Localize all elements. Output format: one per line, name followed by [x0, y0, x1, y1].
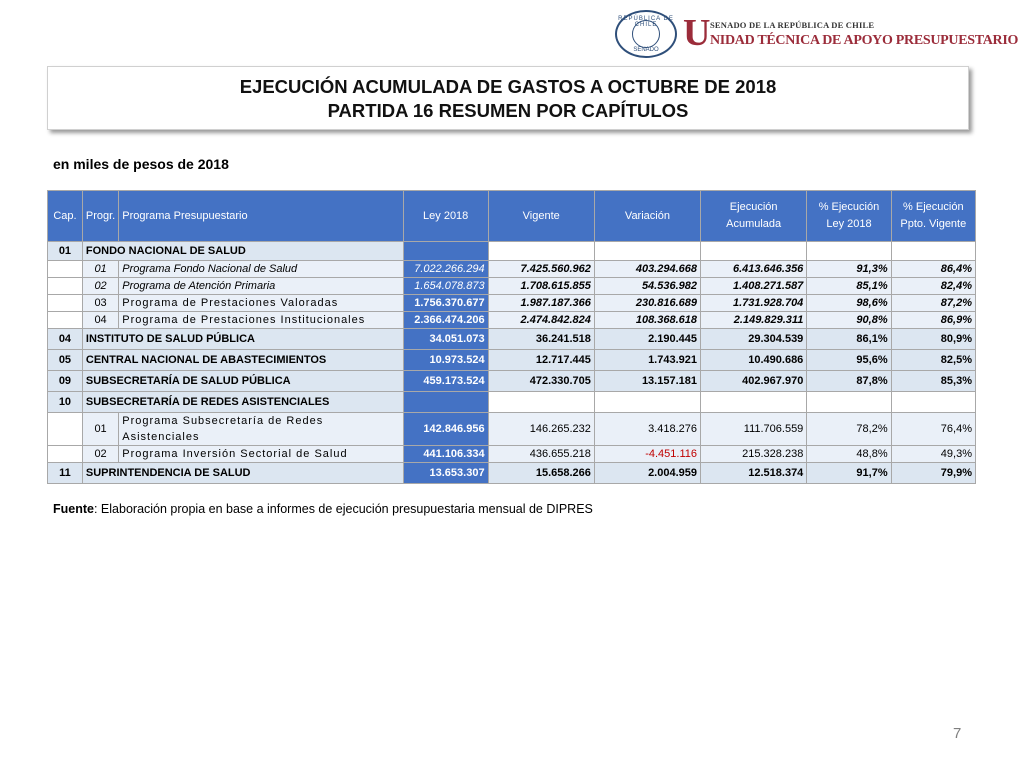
cell-cap: 11	[48, 463, 83, 484]
cell-ejecucion: 12.518.374	[701, 463, 807, 484]
cell-progr: 02	[82, 446, 118, 463]
cell-pct-vig: 76,4%	[891, 413, 975, 446]
cell-vigente: 436.655.218	[488, 446, 594, 463]
header-cap: Cap.	[48, 191, 83, 242]
cell-pct-vig: 49,3%	[891, 446, 975, 463]
cell-variacion: 2.004.959	[594, 463, 700, 484]
cell-cap	[48, 413, 83, 446]
cell-ejecucion	[701, 242, 807, 261]
logo-senado-text: SENADO DE LA REPÚBLICA DE CHILE	[710, 20, 875, 30]
cell-progr: 01	[82, 261, 118, 278]
cell-pct-ley: 86,1%	[807, 329, 891, 350]
seal-bottom-text: SENADO	[633, 47, 659, 53]
cell-cap: 05	[48, 350, 83, 371]
cell-vigente: 36.241.518	[488, 329, 594, 350]
header-pct-vig-line1: % Ejecución	[903, 201, 964, 213]
cell-ejecucion: 215.328.238	[701, 446, 807, 463]
page-number: 7	[953, 725, 962, 742]
cell-cap	[48, 446, 83, 463]
cell-pct-ley: 90,8%	[807, 312, 891, 329]
header-progr: Progr.	[82, 191, 118, 242]
cell-pct-ley: 87,8%	[807, 371, 891, 392]
cell-ley: 441.106.334	[403, 446, 488, 463]
units-subtitle: en miles de pesos de 2018	[53, 156, 229, 172]
table-row	[48, 350, 976, 371]
logo-letter: U	[683, 12, 711, 54]
table-row	[48, 261, 976, 278]
cell-ley	[403, 392, 488, 413]
header-programa: Programa Presupuestario	[119, 191, 404, 242]
cell-progr: 02	[82, 278, 118, 295]
cell-variacion: 13.157.181	[594, 371, 700, 392]
table-row	[48, 463, 976, 484]
cell-ley: 13.653.307	[403, 463, 488, 484]
cell-name: Programa de Prestaciones Institucionales	[119, 312, 404, 329]
cell-pct-ley	[807, 392, 891, 413]
header-pct-ley	[807, 191, 891, 242]
cell-cap	[48, 261, 83, 278]
cell-pct-vig: 86,4%	[891, 261, 975, 278]
title-line-2: PARTIDA 16 RESUMEN POR CAPÍTULOS	[327, 100, 689, 121]
budget-table	[47, 190, 976, 484]
table-header-row	[48, 191, 976, 242]
table-row	[48, 312, 976, 329]
cell-ley: 142.846.956	[403, 413, 488, 446]
header-variacion: Variación	[594, 191, 700, 242]
cell-name: Programa Fondo Nacional de Salud	[119, 261, 404, 278]
cell-vigente: 472.330.705	[488, 371, 594, 392]
header-ejecucion	[701, 191, 807, 242]
cell-vigente	[488, 242, 594, 261]
header-ejecucion-line1: Ejecución	[729, 201, 778, 213]
header-ejecucion-line2: Acumulada	[726, 218, 782, 230]
header-ley: Ley 2018	[403, 191, 488, 242]
cell-ejecucion: 10.490.686	[701, 350, 807, 371]
source-text: : Elaboración propia en base a informes de ejecución presupuestaria mensual de DIPRES	[93, 502, 593, 516]
cell-name: SUPRINTENDENCIA DE SALUD	[82, 463, 403, 484]
table-row	[48, 392, 976, 413]
cell-name: SUBSECRETARÍA DE REDES ASISTENCIALES	[82, 392, 403, 413]
table-row	[48, 242, 976, 261]
cell-ley: 459.173.524	[403, 371, 488, 392]
cell-pct-vig: 79,9%	[891, 463, 975, 484]
cell-variacion: 1.743.921	[594, 350, 700, 371]
cell-name: INSTITUTO DE SALUD PÚBLICA	[82, 329, 403, 350]
cell-name: Programa Inversión Sectorial de Salud	[119, 446, 404, 463]
cell-variacion: 403.294.668	[594, 261, 700, 278]
header-pct-ley-line2: Ley 2018	[826, 218, 872, 230]
cell-ley: 1.756.370.677	[403, 295, 488, 312]
cell-cap: 09	[48, 371, 83, 392]
seal-top-text: REPÚBLICA DE CHILE	[618, 16, 674, 28]
cell-cap	[48, 295, 83, 312]
cell-name: Programa de Atención Primaria	[119, 278, 404, 295]
title-box	[47, 66, 969, 130]
cell-cap	[48, 278, 83, 295]
cell-vigente: 15.658.266	[488, 463, 594, 484]
cell-ley: 7.022.266.294	[403, 261, 488, 278]
cell-variacion: 54.536.982	[594, 278, 700, 295]
cell-variacion: 2.190.445	[594, 329, 700, 350]
cell-vigente: 12.717.445	[488, 350, 594, 371]
cell-pct-vig: 86,9%	[891, 312, 975, 329]
cell-ley: 1.654.078.873	[403, 278, 488, 295]
table-row	[48, 413, 976, 446]
cell-variacion	[594, 242, 700, 261]
cell-pct-vig: 80,9%	[891, 329, 975, 350]
cell-name: FONDO NACIONAL DE SALUD	[82, 242, 403, 261]
table-row	[48, 295, 976, 312]
cell-pct-vig	[891, 392, 975, 413]
table-row	[48, 329, 976, 350]
source-label: Fuente	[53, 502, 94, 516]
cell-cap: 01	[48, 242, 83, 261]
cell-pct-ley: 98,6%	[807, 295, 891, 312]
cell-pct-ley: 91,3%	[807, 261, 891, 278]
cell-pct-vig: 82,5%	[891, 350, 975, 371]
cell-vigente: 146.265.232	[488, 413, 594, 446]
header-pct-vig	[891, 191, 975, 242]
title-line-1: EJECUCIÓN ACUMULADA DE GASTOS A OCTUBRE DE 2018	[239, 76, 777, 97]
cell-cap: 10	[48, 392, 83, 413]
cell-vigente	[488, 392, 594, 413]
cell-pct-ley	[807, 242, 891, 261]
cell-ejecucion: 29.304.539	[701, 329, 807, 350]
cell-progr: 03	[82, 295, 118, 312]
table-row	[48, 371, 976, 392]
cell-ejecucion: 1.408.271.587	[701, 278, 807, 295]
cell-variacion: -4.451.116	[594, 446, 700, 463]
cell-vigente: 1.708.615.855	[488, 278, 594, 295]
cell-variacion: 3.418.276	[594, 413, 700, 446]
table-row	[48, 278, 976, 295]
cell-name: CENTRAL NACIONAL DE ABASTECIMIENTOS	[82, 350, 403, 371]
cell-ley: 2.366.474.206	[403, 312, 488, 329]
table-row	[48, 446, 976, 463]
cell-cap: 04	[48, 329, 83, 350]
cell-pct-vig	[891, 242, 975, 261]
cell-pct-vig: 82,4%	[891, 278, 975, 295]
cell-vigente: 1.987.187.366	[488, 295, 594, 312]
cell-ley: 34.051.073	[403, 329, 488, 350]
cell-ley: 10.973.524	[403, 350, 488, 371]
cell-pct-ley: 48,8%	[807, 446, 891, 463]
cell-pct-vig: 85,3%	[891, 371, 975, 392]
cell-pct-ley: 91,7%	[807, 463, 891, 484]
cell-variacion: 108.368.618	[594, 312, 700, 329]
cell-name: Programa Subsecretaría de Redes Asistenciales	[119, 413, 404, 446]
senate-seal-icon	[615, 10, 677, 58]
cell-ejecucion: 6.413.646.356	[701, 261, 807, 278]
header-pct-vig-line2: Ppto. Vigente	[900, 218, 967, 230]
cell-variacion: 230.816.689	[594, 295, 700, 312]
cell-variacion	[594, 392, 700, 413]
cell-name: Programa de Prestaciones Valoradas	[119, 295, 404, 312]
source-note	[53, 502, 593, 516]
cell-vigente: 7.425.560.962	[488, 261, 594, 278]
cell-progr: 04	[82, 312, 118, 329]
senate-logo-header	[615, 8, 1019, 63]
cell-cap	[48, 312, 83, 329]
header-pct-ley-line1: % Ejecución	[818, 201, 880, 213]
cell-ejecucion: 111.706.559	[701, 413, 807, 446]
cell-pct-ley: 78,2%	[807, 413, 891, 446]
cell-pct-vig: 87,2%	[891, 295, 975, 312]
cell-pct-ley: 95,6%	[807, 350, 891, 371]
cell-progr: 01	[82, 413, 118, 446]
cell-ejecucion: 1.731.928.704	[701, 295, 807, 312]
cell-ejecucion	[701, 392, 807, 413]
cell-pct-ley: 85,1%	[807, 278, 891, 295]
cell-ejecucion: 2.149.829.311	[701, 312, 807, 329]
cell-vigente: 2.474.842.824	[488, 312, 594, 329]
cell-ejecucion: 402.967.970	[701, 371, 807, 392]
logo-unidad-text: NIDAD TÉCNICA DE APOYO PRESUPUESTARIO	[710, 33, 1019, 48]
header-vigente: Vigente	[488, 191, 594, 242]
cell-name: SUBSECRETARÍA DE SALUD PÚBLICA	[82, 371, 403, 392]
cell-ley	[403, 242, 488, 261]
